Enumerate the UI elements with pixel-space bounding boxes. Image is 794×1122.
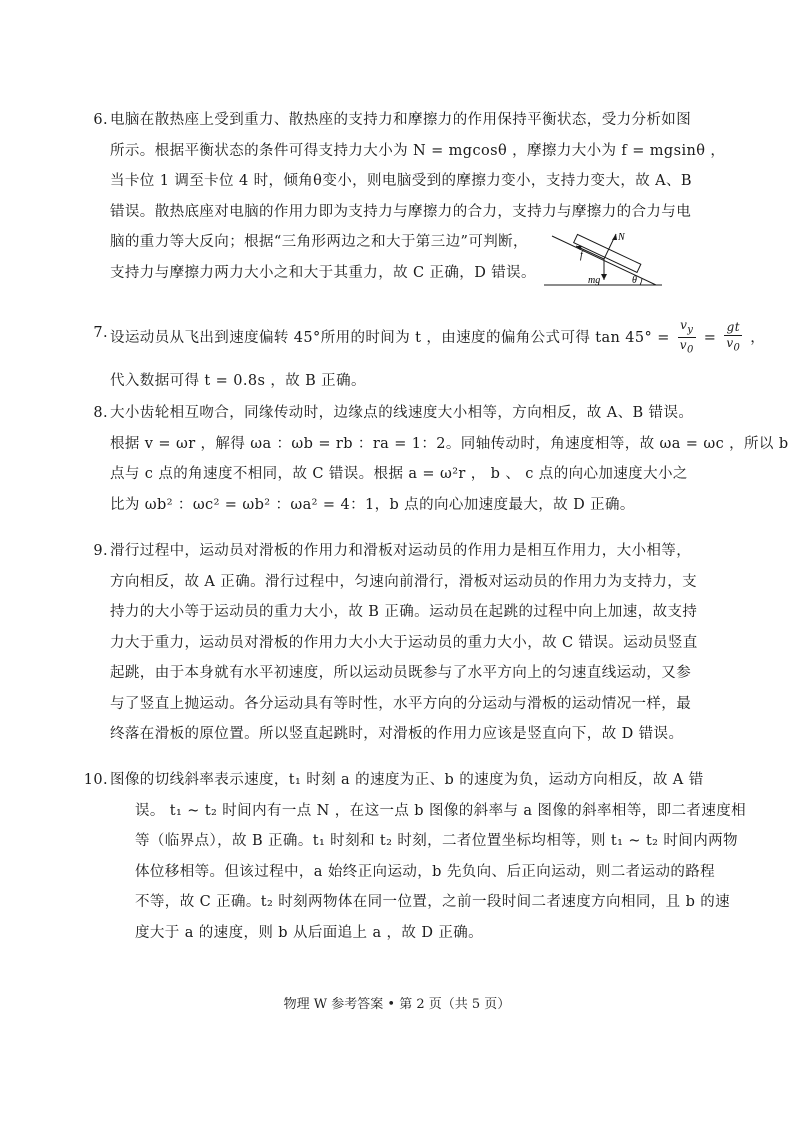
- item-line: 支持力与摩擦力两力大小之和大于其重力，故 C 正确，D 错误。: [110, 264, 536, 281]
- page-footer: 物理 W 参考答案 • 第 2 页（共 5 页）: [283, 997, 511, 1012]
- normal-label: N: [618, 232, 625, 243]
- item-line: 体位移相等。但该过程中，a 始终正向运动，b 先负向、后正向运动，则二者运动的路程: [135, 863, 716, 880]
- item-line: 电脑在散热座上受到重力、散热座的支持力和摩擦力的作用保持平衡状态，受力分析如图: [110, 112, 692, 128]
- item-line: 终落在滑板的原位置。所以竖直起跳时，对滑板的作用力应该是竖直向下，故 D 错误。: [110, 726, 684, 742]
- item-line: 起跳，由于本身就有水平初速度，所以运动员既参与了水平方向上的匀速直线运动，又参: [110, 665, 692, 681]
- answer-item-8: [93, 398, 789, 520]
- fraction-vy-v0: $\frac{v_y}{v_0}$: [679, 318, 694, 356]
- item-line: [110, 318, 766, 358]
- item-number: 9.: [93, 543, 108, 559]
- item-line: 根据 v = ωr ，解得 ωa ：ωb = rb ：ra = 1：2。同轴传动时，角速度相等，故 ωa = ωc ，所以 b: [110, 435, 789, 452]
- item-line: 图像的切线斜率表示速度，t₁ 时刻 a 的速度为正、b 的速度为负，运动方向相反，故 A 错: [110, 772, 704, 788]
- item-line: 持力的大小等于运动员的重力大小，故 B 正确。运动员在起跳的过程中向上加速，故支持: [110, 604, 698, 620]
- answer-item-9: [93, 536, 698, 750]
- answer-item-7: [93, 318, 766, 396]
- angle-label: θ: [632, 275, 637, 286]
- equals-sign: =: [703, 329, 717, 346]
- item-line: 度大于 a 的速度，则 b 从后面追上 a ，故 D 正确。: [135, 924, 484, 941]
- item-line: 不等，故 C 正确。t₂ 时刻两物体在同一位置，之前一段时间二者速度方向相同，且 b 的速: [135, 894, 731, 910]
- answer-item-10: [83, 765, 747, 948]
- item-line: 错误。散热底座对电脑的作用力即为支持力与摩擦力的合力，支持力与摩擦力的合力与电: [110, 203, 692, 220]
- angle-arc: [640, 278, 642, 285]
- item-line: 当卡位 1 调至卡位 4 时，倾角θ变小，则电脑受到的摩擦力变小，支持力变大，故 A、B: [110, 173, 692, 189]
- item-line: 与了竖直上抛运动。各分运动具有等时性，水平方向的分运动与滑板的运动情况一样，最: [110, 695, 692, 712]
- item-number: 10.: [83, 772, 108, 788]
- fraction-gt-v0: $\frac{gt}{v_0}$: [726, 320, 741, 354]
- item-line: 误。 t₁ ~ t₂ 时间内有一点 N ，在这一点 b 图像的斜率与 a 图像的斜率相等，即二者速度相: [135, 802, 747, 819]
- gravity-label: mg: [588, 275, 601, 286]
- item-line: 等（临界点），故 B 正确。t₁ 时刻和 t₂ 时刻，二者位置坐标均相等，则 t₁ ~ t₂ 时间内两物: [135, 833, 738, 849]
- force-diagram: [544, 228, 662, 294]
- item-number: 6.: [93, 112, 108, 128]
- item-line: 代入数据可得 t = 0.8s ，故 B 正确。: [110, 372, 366, 389]
- item-line: 大小齿轮相互吻合，同缘传动时，边缘点的线速度大小相等，方向相反，故 A、B 错误。: [110, 405, 694, 421]
- item-number: 7.: [93, 325, 108, 341]
- item-line: 脑的重力等大反向；根据“三角形两边之和大于第三边”可判断，: [110, 234, 528, 250]
- item-line: 比为 ωb² ：ωc² = ωb² ：ωa² = 4：1，b 点的向心加速度最大，故 D 正确。: [110, 496, 635, 513]
- item-line: 点与 c 点的角速度不相同，故 C 错误。根据 a = ω²r ， b 、 c 点的向心加速度大小之: [110, 466, 688, 482]
- item-line-text: 设运动员从飞出到速度偏转 45°所用的时间为 t ，由速度的偏角公式可得 tan 45° =: [110, 329, 670, 346]
- friction-label: f: [580, 250, 583, 261]
- formula-tail: ，: [750, 329, 766, 346]
- item-number: 8.: [93, 405, 108, 421]
- item-line: 所示。根据平衡状态的条件可得支持力大小为 N = mgcosθ ，摩擦力大小为 f = mgsinθ ，: [110, 142, 726, 159]
- item-line: 方向相反，故 A 正确。滑行过程中，匀速向前滑行，滑板对运动员的作用力为支持力，支: [110, 573, 698, 590]
- item-line: 力大于重力，运动员对滑板的作用力大小大于运动员的重力大小，故 C 错误。运动员竖直: [110, 634, 698, 651]
- laptop-block: [574, 234, 641, 272]
- item-line: 滑行过程中，运动员对滑板的作用力和滑板对运动员的作用力是相互作用力，大小相等，: [110, 543, 692, 559]
